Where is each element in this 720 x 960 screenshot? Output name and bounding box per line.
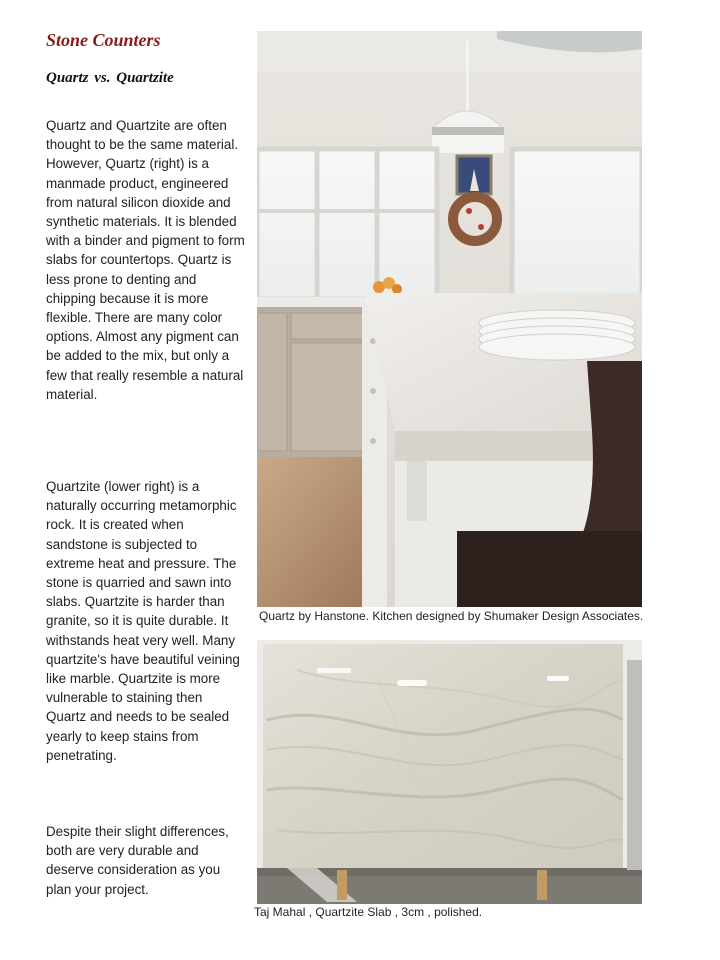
page-title: Stone Counters — [46, 30, 161, 50]
quartzite-slab-photo — [257, 640, 642, 904]
kitchen-photo-caption: Quartz by Hanstone. Kitchen designed by Shumaker Design Associates. — [259, 609, 644, 623]
paragraph-quartz: Quartz and Quartzite are often thought to be the same material. However, Quartz (right) is a manmade product, engineered from natural silicon dioxide and synthetic materials. It is blended with a binder and pigment to form slabs for countertops. Quartz is less prone to denting and chipping because it is more flexible. There are many color options. Almost any pigment can be added to the mix, but only a few that really resemble a natural material. — [46, 118, 245, 402]
paragraph-conclusion: Despite their slight differences, both are very durable and deserve consideration as you plan your project. — [46, 824, 229, 897]
slab-photo-caption: Taj Mahal , Quartzite Slab , 3cm , polished. — [254, 905, 483, 919]
kitchen-photo — [257, 31, 642, 607]
paragraph-quartzite: Quartzite (lower right) is a naturally occurring metamorphic rock. It is created when sandstone is subjected to extreme heat and pressure. The stone is quarried and sawn into slabs. Quartzite is harder than granite, so it is quite durable. It withstands heat very well. Many quartzite's have beautiful veining like marble. Quartzite is more vulnerable to staining then Quartz and needs to be sealed yearly to keep stains from penetrating. — [46, 479, 240, 763]
page-subtitle: Quartz vs. Quartzite — [46, 70, 174, 86]
